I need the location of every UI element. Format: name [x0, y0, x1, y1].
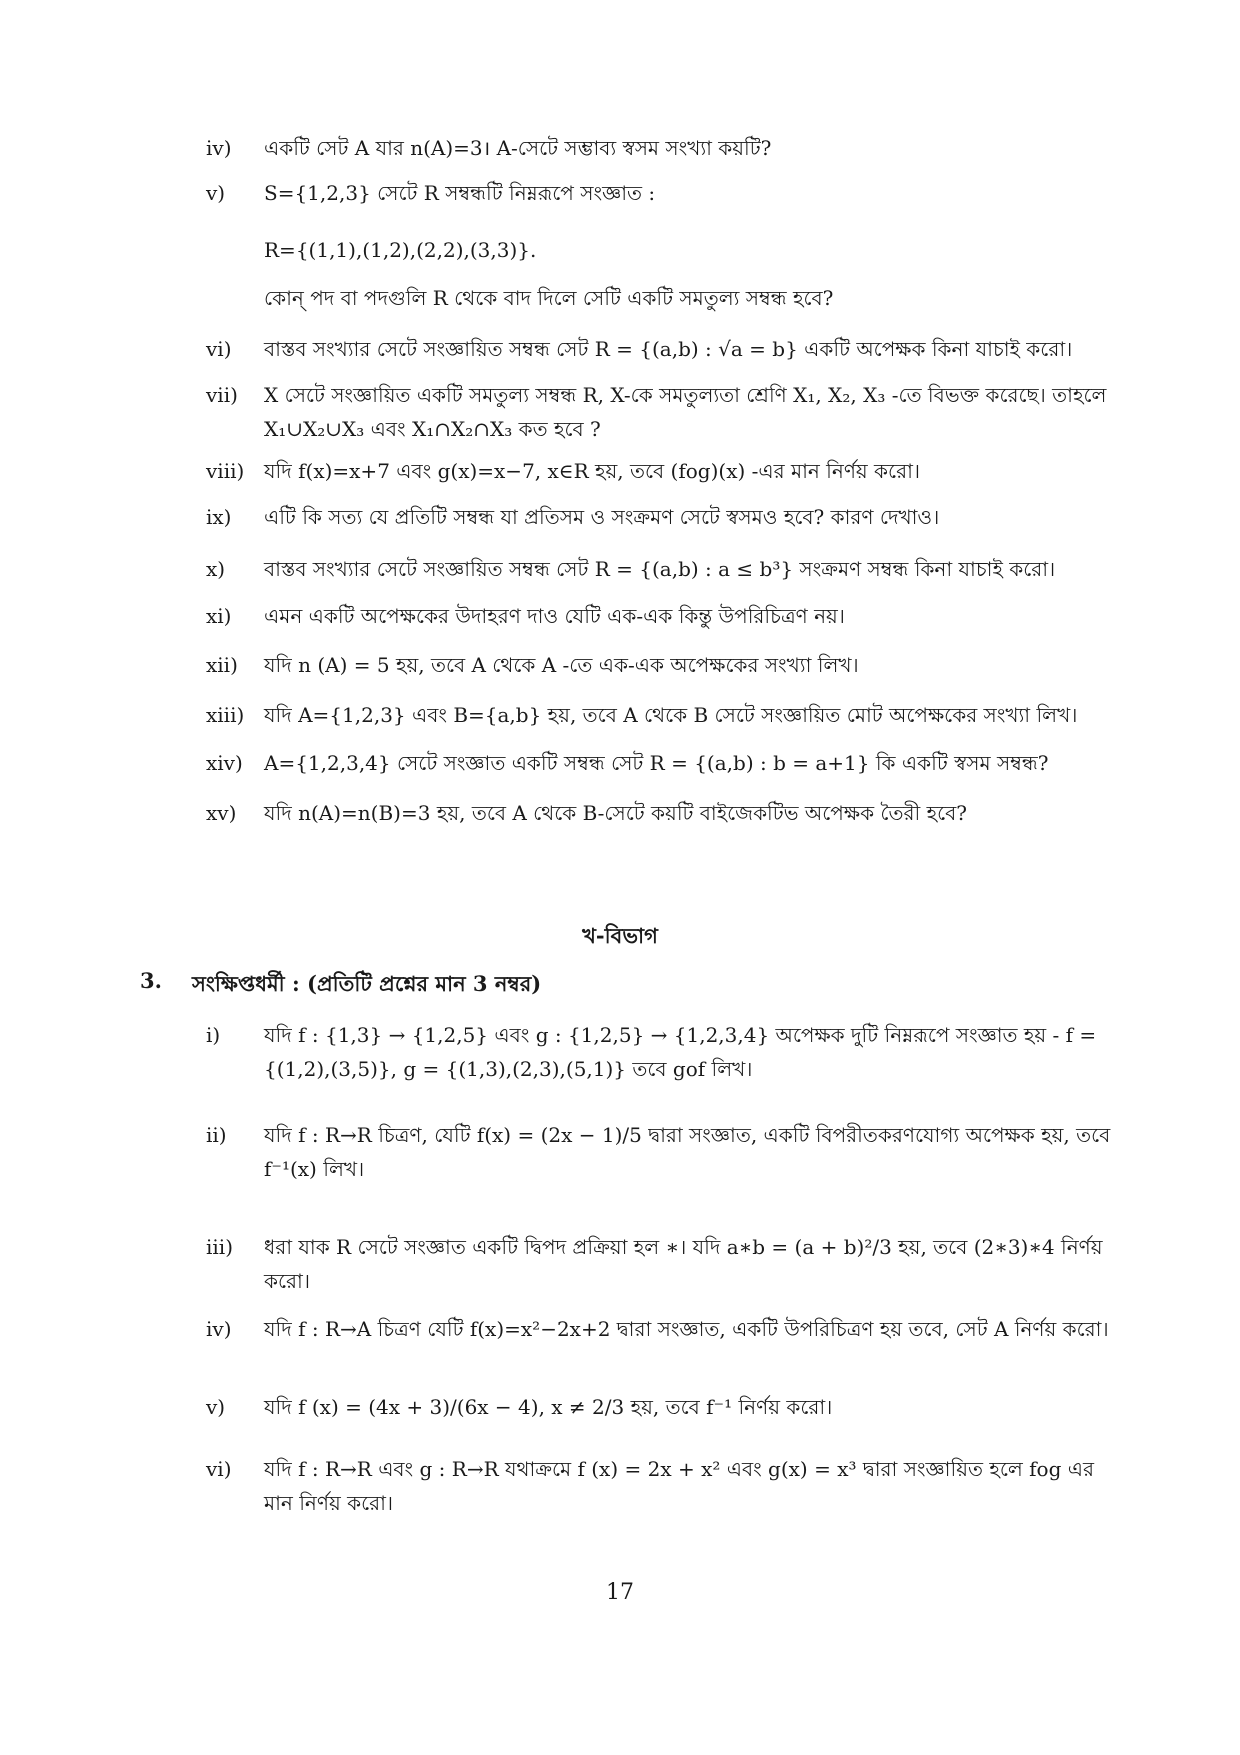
question-number: xii): [206, 653, 238, 677]
question-text: যদি f : R→R চিত্রণ, যেটি f(x) = (2x − 1)/5 দ্বারা সংজ্ঞাত, একটি বিপরীতকরণযোগ্য অপেক্ষক হয়, তবে f⁻¹(x) লিখ।: [264, 1123, 1111, 1181]
question-text: একটি সেট A যার n(A)=3। A-সেটে সম্ভাব্য স্বসম সংখ্যা কয়টি?: [264, 136, 772, 160]
question-number: ix): [206, 505, 232, 529]
question-number: i): [206, 1023, 221, 1047]
question-number: v): [206, 1395, 226, 1419]
question-text: যদি f (x) = (4x + 3)/(6x − 4), x ≠ 2/3 হয়, তবে f⁻¹ নির্ণয় করো।: [264, 1395, 833, 1419]
question-text: R={(1,1),(1,2),(2,2),(3,3)}.: [264, 238, 537, 262]
question-text: ধরা যাক R সেটে সংজ্ঞাত একটি দ্বিপদ প্রক্রিয়া হল ∗। যদি a∗b = (a + b)²/3 হয়, তবে (2∗3)∗4 নির্ণয় করো।: [264, 1235, 1103, 1293]
question-group-number: 3.: [140, 968, 162, 993]
question-number: iv): [206, 136, 232, 160]
question-text: যদি f : R→R এবং g : R→R যথাক্রমে f (x) = 2x + x² এবং g(x) = x³ দ্বারা সংজ্ঞায়িত হলে fog এর মান নির্ণয় করো।: [264, 1457, 1094, 1515]
question-text: যদি f : R→A চিত্রণ যেটি f(x)=x²−2x+2 দ্বারা সংজ্ঞাত, একটি উপরিচিত্রণ হয় তবে, সেট A নির্ণয় করো।: [264, 1317, 1109, 1341]
question-number: xi): [206, 604, 232, 628]
question-number: ii): [206, 1123, 227, 1147]
question-number: vii): [206, 383, 238, 407]
question-text: যদি n (A) = 5 হয়, তবে A থেকে A -তে এক-এক অপেক্ষকের সংখ্যা লিখ।: [264, 653, 859, 677]
question-text: এটি কি সত্য যে প্রতিটি সম্বন্ধ যা প্রতিসম ও সংক্রমণ সেটে স্বসমও হবে? কারণ দেখাও।: [264, 505, 940, 529]
question-number: iii): [206, 1235, 233, 1259]
question-number: v): [206, 181, 226, 205]
question-text: A={1,2,3,4} সেটে সংজ্ঞাত একটি সম্বন্ধ সেট R = {(a,b) : b = a+1} কি একটি স্বসম সম্বন্ধ?: [264, 751, 1049, 775]
question-text: X সেটে সংজ্ঞায়িত একটি সমতুল্য সম্বন্ধ R, X-কে সমতুল্যতা শ্রেণি X₁, X₂, X₃ -তে বিভক্ত করেছে। তাহলে X₁∪X₂∪X₃ এবং X₁∩X₂∩X₃ কত হবে ?: [264, 383, 1107, 441]
question-number: xv): [206, 801, 237, 825]
question-text: বাস্তব সংখ্যার সেটে সংজ্ঞায়িত সম্বন্ধ সেট R = {(a,b) : √a = b} একটি অপেক্ষক কিনা যাচাই করো।: [264, 337, 1073, 361]
question-number: viii): [206, 459, 245, 483]
question-number: xiv): [206, 751, 243, 775]
question-text: যদি n(A)=n(B)=3 হয়, তবে A থেকে B-সেটে কয়টি বাইজেকটিভ অপেক্ষক তৈরী হবে?: [264, 801, 967, 825]
question-number: xiii): [206, 703, 245, 727]
page-number: 17: [606, 1580, 634, 1605]
question-number: vi): [206, 1457, 232, 1481]
question-number: iv): [206, 1317, 232, 1341]
question-number: x): [206, 557, 226, 581]
section-heading: খ-বিভাগ: [582, 923, 658, 948]
question-text: এমন একটি অপেক্ষকের উদাহরণ দাও যেটি এক-এক কিন্তু উপরিচিত্রণ নয়।: [264, 604, 845, 628]
question-text: যদি f(x)=x+7 এবং g(x)=x−7, x∈R হয়, তবে (fog)(x) -এর মান নির্ণয় করো।: [264, 459, 921, 483]
question-text: যদি A={1,2,3} এবং B={a,b} হয়, তবে A থেকে B সেটে সংজ্ঞায়িত মোট অপেক্ষকের সংখ্যা লিখ।: [264, 703, 1078, 727]
question-text: S={1,2,3} সেটে R সম্বন্ধটি নিম্নরূপে সংজ্ঞাত :: [264, 181, 656, 205]
question-text: যদি f : {1,3} → {1,2,5} এবং g : {1,2,5} → {1,2,3,4} অপেক্ষক দুটি নিম্নরূপে সংজ্ঞাত হয় - f = {(1,2),(3,5)}, g = {(1,3),(2,3),(5,1)} তবে gof লিখ।: [264, 1023, 1097, 1081]
question-text: বাস্তব সংখ্যার সেটে সংজ্ঞায়িত সম্বন্ধ সেট R = {(a,b) : a ≤ b³} সংক্রমণ সম্বন্ধ কিনা যাচাই করো।: [264, 557, 1056, 581]
question-group-title: সংক্ষিপ্তধর্মী : (প্রতিটি প্রশ্নের মান 3 নম্বর): [192, 971, 542, 996]
question-text: কোন্ পদ বা পদগুলি R থেকে বাদ দিলে সেটি একটি সমতুল্য সম্বন্ধ হবে?: [264, 286, 834, 310]
question-number: vi): [206, 337, 232, 361]
